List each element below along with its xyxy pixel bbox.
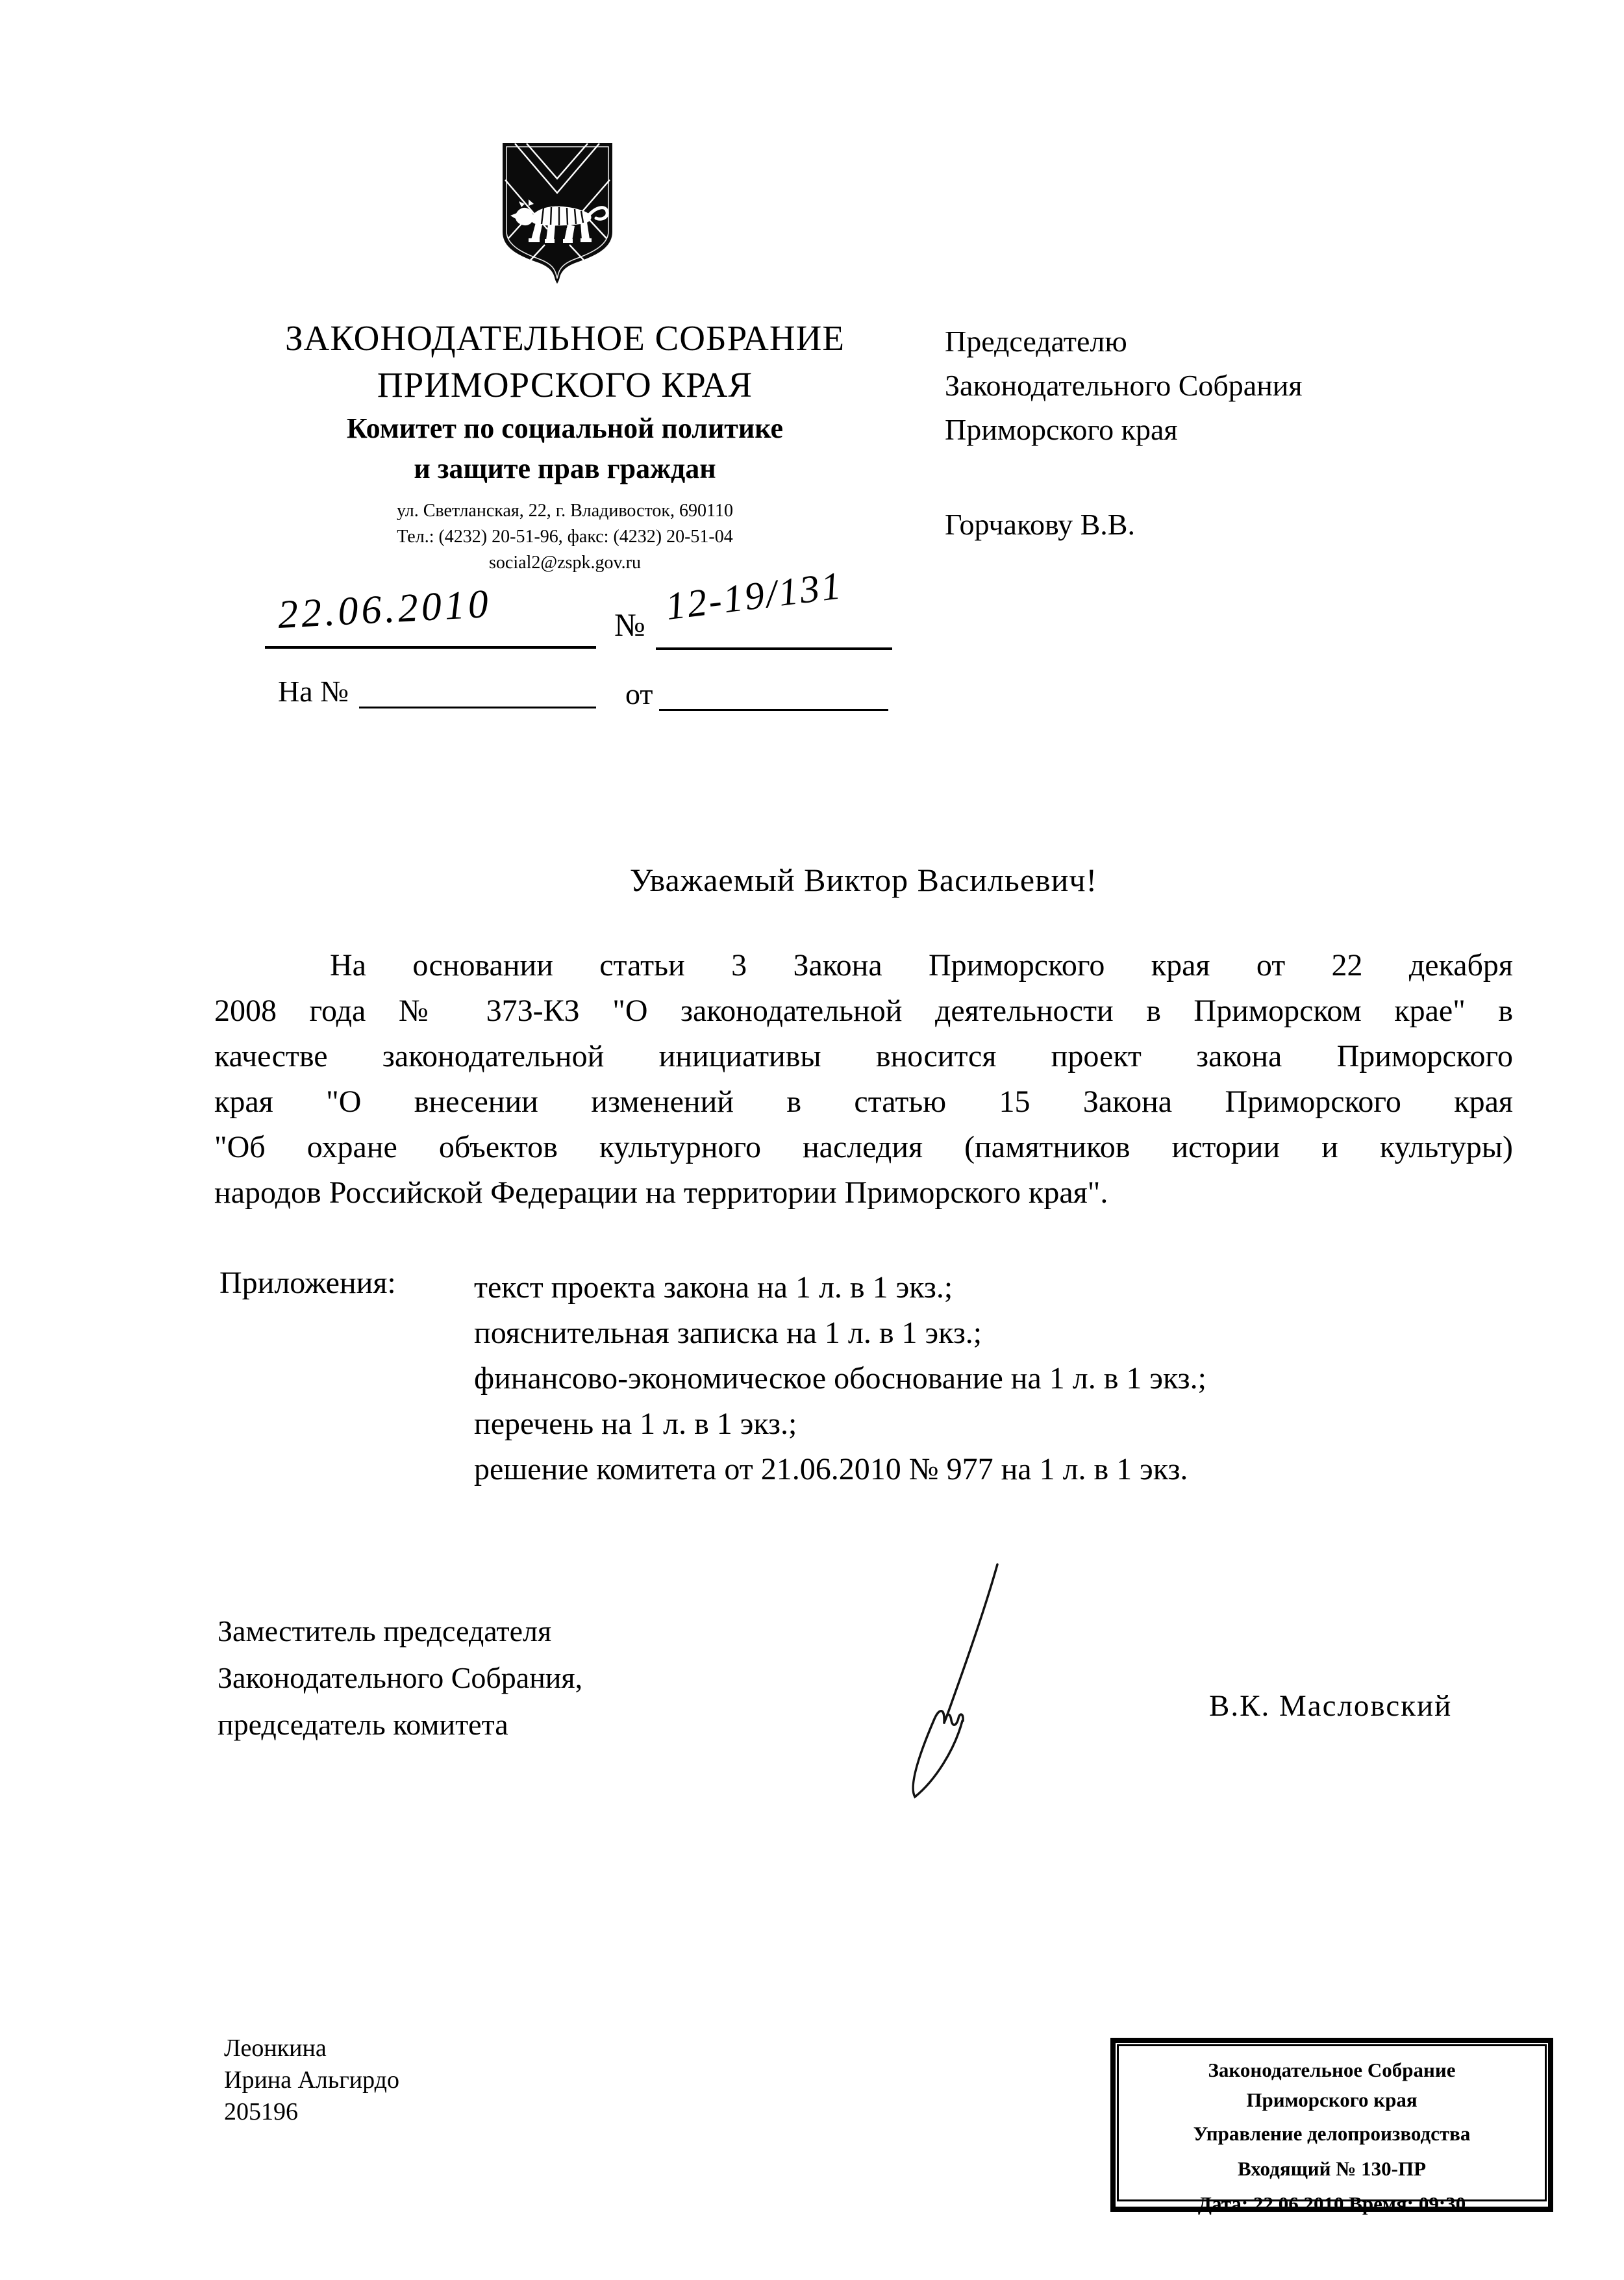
executor-name: Ирина Альгирдо bbox=[224, 2066, 399, 2094]
attachments-label: Приложения: bbox=[219, 1266, 396, 1300]
incoming-stamp-box bbox=[1110, 2038, 1553, 2215]
attachment-item: решение комитета от 21.06.2010 № 977 на 1 л. в 1 экз. bbox=[474, 1452, 1188, 1486]
org-address bbox=[214, 498, 916, 576]
committee-name-line: и защите прав граждан bbox=[414, 453, 716, 484]
executor-surname: Леонкина bbox=[224, 2035, 327, 2062]
attachments-list bbox=[474, 1265, 1526, 1492]
body-line: народов Российской Федерации на территории Приморского края". bbox=[214, 1175, 1108, 1210]
addressee-name: Горчакову В.В. bbox=[945, 508, 1135, 541]
addressee-block bbox=[945, 319, 1542, 547]
salutation: Уважаемый Виктор Васильевич! bbox=[629, 862, 1098, 898]
stamp-department-line: Управление делопроизводства bbox=[1193, 2122, 1471, 2145]
signer-name: В.К. Масловский bbox=[1209, 1689, 1453, 1723]
executor-phone: 205196 bbox=[224, 2098, 298, 2125]
date-underline bbox=[265, 646, 596, 649]
body-line: края "О внесении изменений в статью 15 Закона Приморского края bbox=[214, 1084, 1513, 1119]
addressee-line: Законодательного Собрания bbox=[945, 369, 1303, 402]
letterhead bbox=[214, 315, 916, 576]
org-name-line: ПРИМОРСКОГО КРАЯ bbox=[377, 365, 753, 405]
body-paragraph bbox=[214, 943, 1513, 1216]
outgoing-number-handwritten: 12-19/131 bbox=[663, 564, 845, 629]
number-sign-label: № bbox=[614, 607, 645, 643]
attachment-item: финансово-экономическое обоснование на 1 л. в 1 экз.; bbox=[474, 1361, 1206, 1396]
coat-of-arms-icon bbox=[498, 140, 617, 284]
attachment-item: перечень на 1 л. в 1 экз.; bbox=[474, 1407, 797, 1441]
attachment-item: пояснительная записка на 1 л. в 1 экз.; bbox=[474, 1316, 982, 1350]
org-address-line: Тел.: (4232) 20-51-96, факс: (4232) 20-51-04 bbox=[397, 527, 733, 547]
stamp-incoming-number: Входящий № 130-ПР bbox=[1237, 2157, 1427, 2180]
org-address-line: ул. Светланская, 22, г. Владивосток, 690110 bbox=[397, 501, 733, 521]
reply-from-label: от bbox=[625, 677, 653, 710]
reply-date-underline bbox=[659, 709, 888, 711]
signature-stroke-icon bbox=[838, 1555, 1039, 1805]
body-line: качестве законодательной инициативы вносится проект закона Приморского bbox=[214, 1039, 1513, 1073]
signer-title-line: Законодательного Собрания, bbox=[218, 1661, 583, 1694]
addressee-line: Приморского края bbox=[945, 413, 1178, 446]
executor-block bbox=[224, 2033, 399, 2128]
committee-name-line: Комитет по социальной политике bbox=[346, 412, 784, 444]
body-line: 2008 года № 373-КЗ "О законодательной деятельности в Приморском крае" в bbox=[214, 994, 1513, 1028]
stamp-org-line: Приморского края bbox=[1246, 2088, 1418, 2111]
signer-title-line: Заместитель председателя bbox=[218, 1614, 552, 1647]
signer-title-block bbox=[218, 1608, 802, 1748]
stamp-date-time: Дата: 22.06.2010 Время: 09:30 bbox=[1197, 2192, 1466, 2215]
body-line: На основании статьи 3 Закона Приморского края от 22 декабря bbox=[330, 948, 1513, 983]
stamp-org-line: Законодательное Собрание bbox=[1208, 2059, 1456, 2081]
reply-number-underline bbox=[359, 707, 596, 708]
reply-to-number-label: На № bbox=[278, 675, 349, 708]
number-underline bbox=[656, 647, 892, 650]
outgoing-date-handwritten: 22.06.2010 bbox=[277, 581, 493, 638]
body-line: "Об охране объектов культурного наследия (памятников истории и культуры) bbox=[214, 1130, 1513, 1164]
org-email: social2@zspk.gov.ru bbox=[489, 553, 641, 573]
incoming-stamp-inner bbox=[1117, 2044, 1547, 2215]
signer-title-line: председатель комитета bbox=[218, 1708, 508, 1741]
org-name-line: ЗАКОНОДАТЕЛЬНОЕ СОБРАНИЕ bbox=[285, 318, 845, 358]
attachment-item: текст проекта закона на 1 л. в 1 экз.; bbox=[474, 1270, 953, 1305]
addressee-line: Председателю bbox=[945, 325, 1127, 358]
